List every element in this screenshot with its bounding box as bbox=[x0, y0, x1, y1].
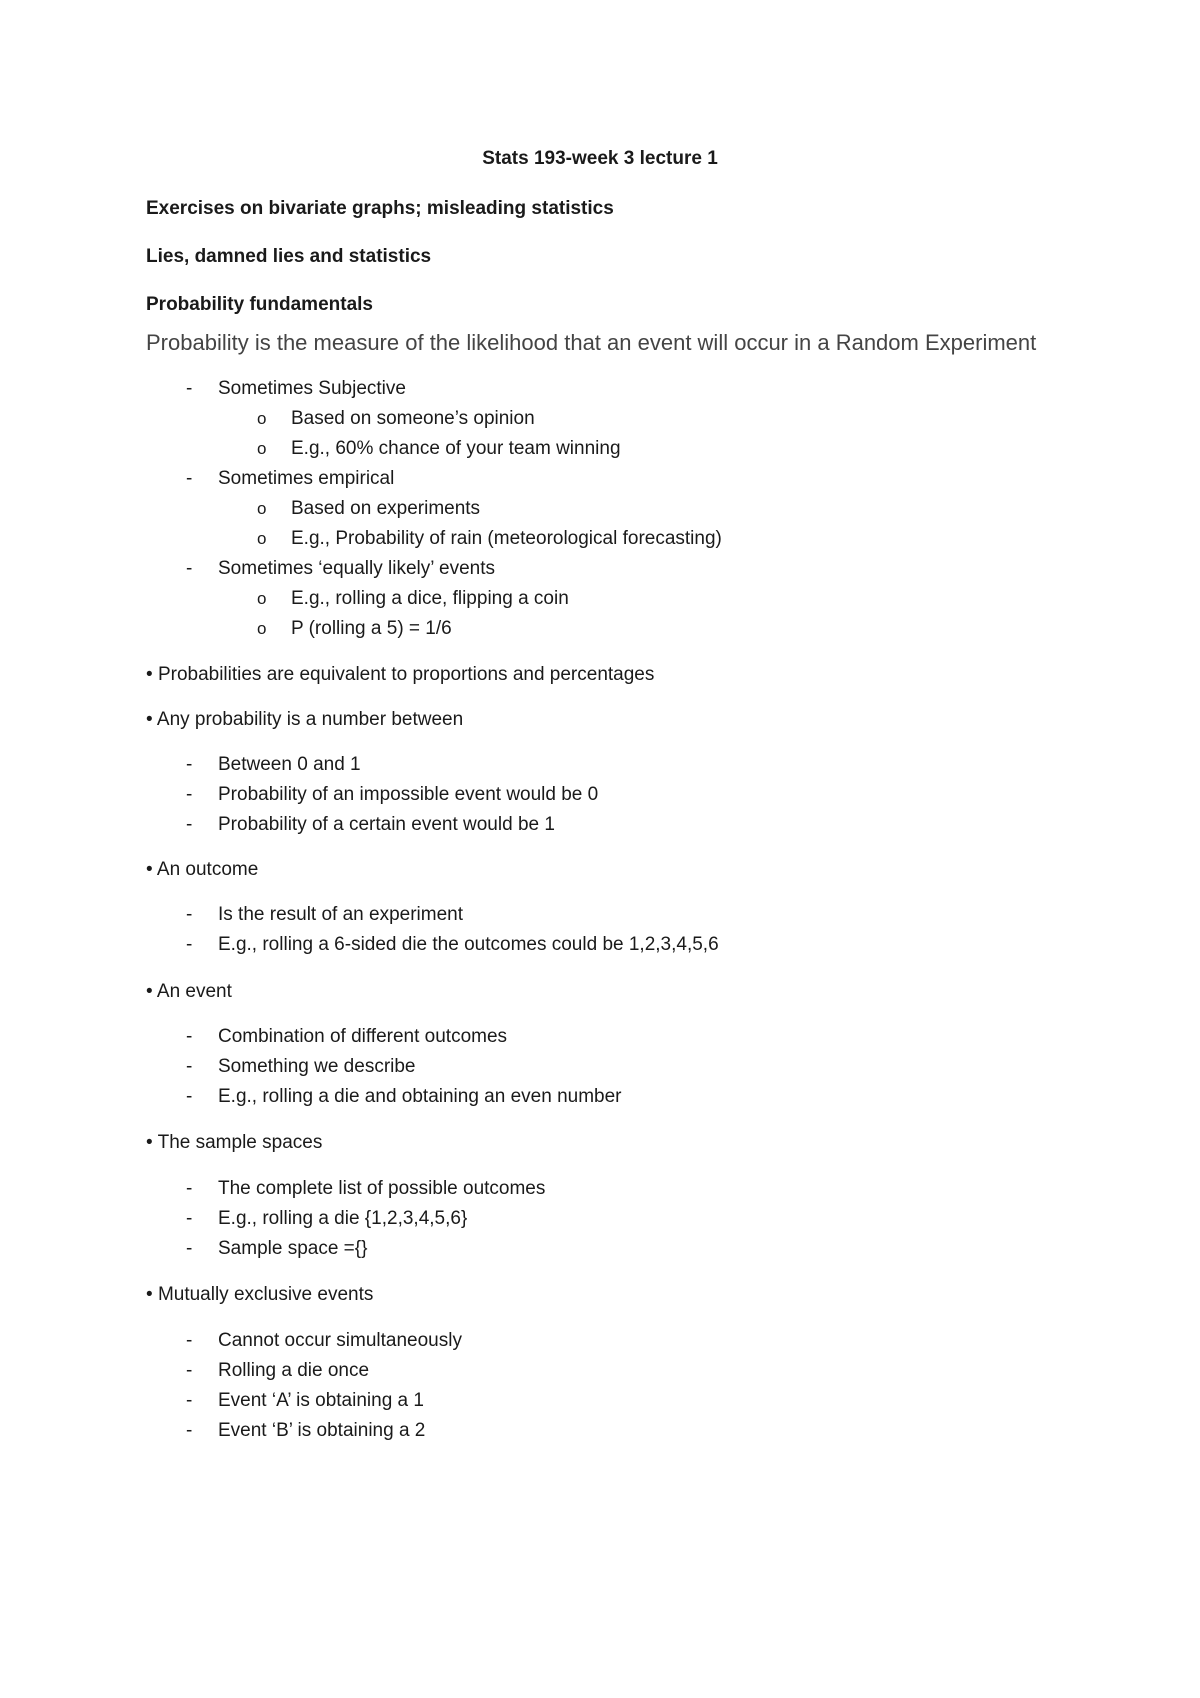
list-item-label: E.g., rolling a die and obtaining an even number bbox=[218, 1086, 622, 1107]
bullet-heading-label: Probabilities are equivalent to proportions and percentages bbox=[157, 664, 655, 685]
bullet-heading bbox=[146, 708, 463, 732]
list-item-label: Sample space ={} bbox=[218, 1238, 368, 1259]
sub-list-item-label: E.g., 60% chance of your team winning bbox=[291, 438, 621, 459]
circle-marker: o bbox=[257, 409, 267, 428]
bullet-heading-label: An event bbox=[156, 981, 232, 1002]
heading-lies: Lies, damned lies and statistics bbox=[146, 246, 432, 267]
circle-marker: o bbox=[257, 589, 267, 608]
dash-marker: - bbox=[186, 784, 193, 805]
circle-marker: o bbox=[257, 439, 267, 458]
dash-marker: - bbox=[186, 1420, 193, 1441]
dash-marker: - bbox=[186, 904, 193, 925]
bullet-heading bbox=[146, 663, 654, 687]
heading-probability-fundamentals: Probability fundamentals bbox=[146, 294, 373, 315]
dash-marker: - bbox=[186, 814, 193, 835]
dash-marker: - bbox=[186, 1178, 193, 1199]
dash-marker: - bbox=[186, 1390, 193, 1411]
bullet-heading bbox=[146, 858, 258, 882]
bullet-heading-label: Any probability is a number between bbox=[156, 709, 464, 730]
list-item-label: Between 0 and 1 bbox=[218, 754, 361, 775]
dash-marker: - bbox=[186, 754, 193, 775]
dash-marker: - bbox=[186, 1026, 193, 1047]
list-item-label: Cannot occur simultaneously bbox=[218, 1330, 462, 1351]
circle-marker: o bbox=[257, 619, 267, 638]
circle-marker: o bbox=[257, 499, 267, 518]
list-item-label: Probability of a certain event would be 1 bbox=[218, 814, 555, 835]
bullet-marker: • bbox=[146, 709, 153, 730]
intro-paragraph: Probability is the measure of the likelihood that an event will occur in a Random Experiment bbox=[146, 330, 1037, 355]
sub-list-item-label: E.g., Probability of rain (meteorological forecasting) bbox=[291, 528, 722, 549]
bullet-heading bbox=[146, 1131, 322, 1155]
heading-exercises: Exercises on bivariate graphs; misleading statistics bbox=[146, 198, 614, 219]
list-item-label: Sometimes ‘equally likely’ events bbox=[218, 558, 496, 579]
bullet-marker: • bbox=[146, 1132, 153, 1153]
dash-marker: - bbox=[186, 934, 193, 955]
bullet-marker: • bbox=[146, 859, 153, 880]
bullet-heading-label: The sample spaces bbox=[157, 1132, 323, 1153]
dash-marker: - bbox=[186, 1208, 193, 1229]
bullet-heading-label: Mutually exclusive events bbox=[157, 1284, 374, 1305]
list-item-label: Event ‘A’ is obtaining a 1 bbox=[218, 1390, 424, 1411]
list-item-label: E.g., rolling a 6-sided die the outcomes could be 1,2,3,4,5,6 bbox=[218, 934, 719, 955]
list-item-label: E.g., rolling a die {1,2,3,4,5,6} bbox=[218, 1208, 468, 1229]
sub-list-item-label: E.g., rolling a dice, flipping a coin bbox=[291, 588, 569, 609]
list-item-label: Probability of an impossible event would be 0 bbox=[218, 784, 599, 805]
sub-list-item-label: P (rolling a 5) = 1/6 bbox=[291, 618, 452, 639]
list-item-label: Event ‘B’ is obtaining a 2 bbox=[218, 1420, 426, 1441]
bullet-heading bbox=[146, 980, 232, 1004]
list-item-label: Something we describe bbox=[218, 1056, 416, 1077]
sub-list-item-label: Based on someone’s opinion bbox=[291, 408, 535, 429]
bullet-marker: • bbox=[146, 981, 153, 1002]
dash-marker: - bbox=[186, 1360, 193, 1381]
circle-marker: o bbox=[257, 529, 267, 548]
list-item-label: Sometimes Subjective bbox=[218, 378, 406, 399]
list-item-label: Combination of different outcomes bbox=[218, 1026, 508, 1047]
bullet-marker: • bbox=[146, 664, 153, 685]
bullet-marker: • bbox=[146, 1284, 153, 1305]
dash-marker: - bbox=[186, 1330, 193, 1351]
dash-marker: - bbox=[186, 468, 193, 489]
dash-marker: - bbox=[186, 558, 193, 579]
dash-marker: - bbox=[186, 378, 193, 399]
dash-marker: - bbox=[186, 1238, 193, 1259]
sub-list-item-label: Based on experiments bbox=[291, 498, 481, 519]
list-item-label: Is the result of an experiment bbox=[218, 904, 464, 925]
list-item-label: Sometimes empirical bbox=[218, 468, 395, 489]
list-item-label: The complete list of possible outcomes bbox=[218, 1178, 546, 1199]
dash-marker: - bbox=[186, 1056, 193, 1077]
dash-marker: - bbox=[186, 1086, 193, 1107]
bullet-heading-label: An outcome bbox=[156, 859, 259, 880]
page-title: Stats 193-week 3 lecture 1 bbox=[482, 148, 718, 169]
bullet-heading bbox=[146, 1283, 373, 1307]
list-item-label: Rolling a die once bbox=[218, 1360, 370, 1381]
